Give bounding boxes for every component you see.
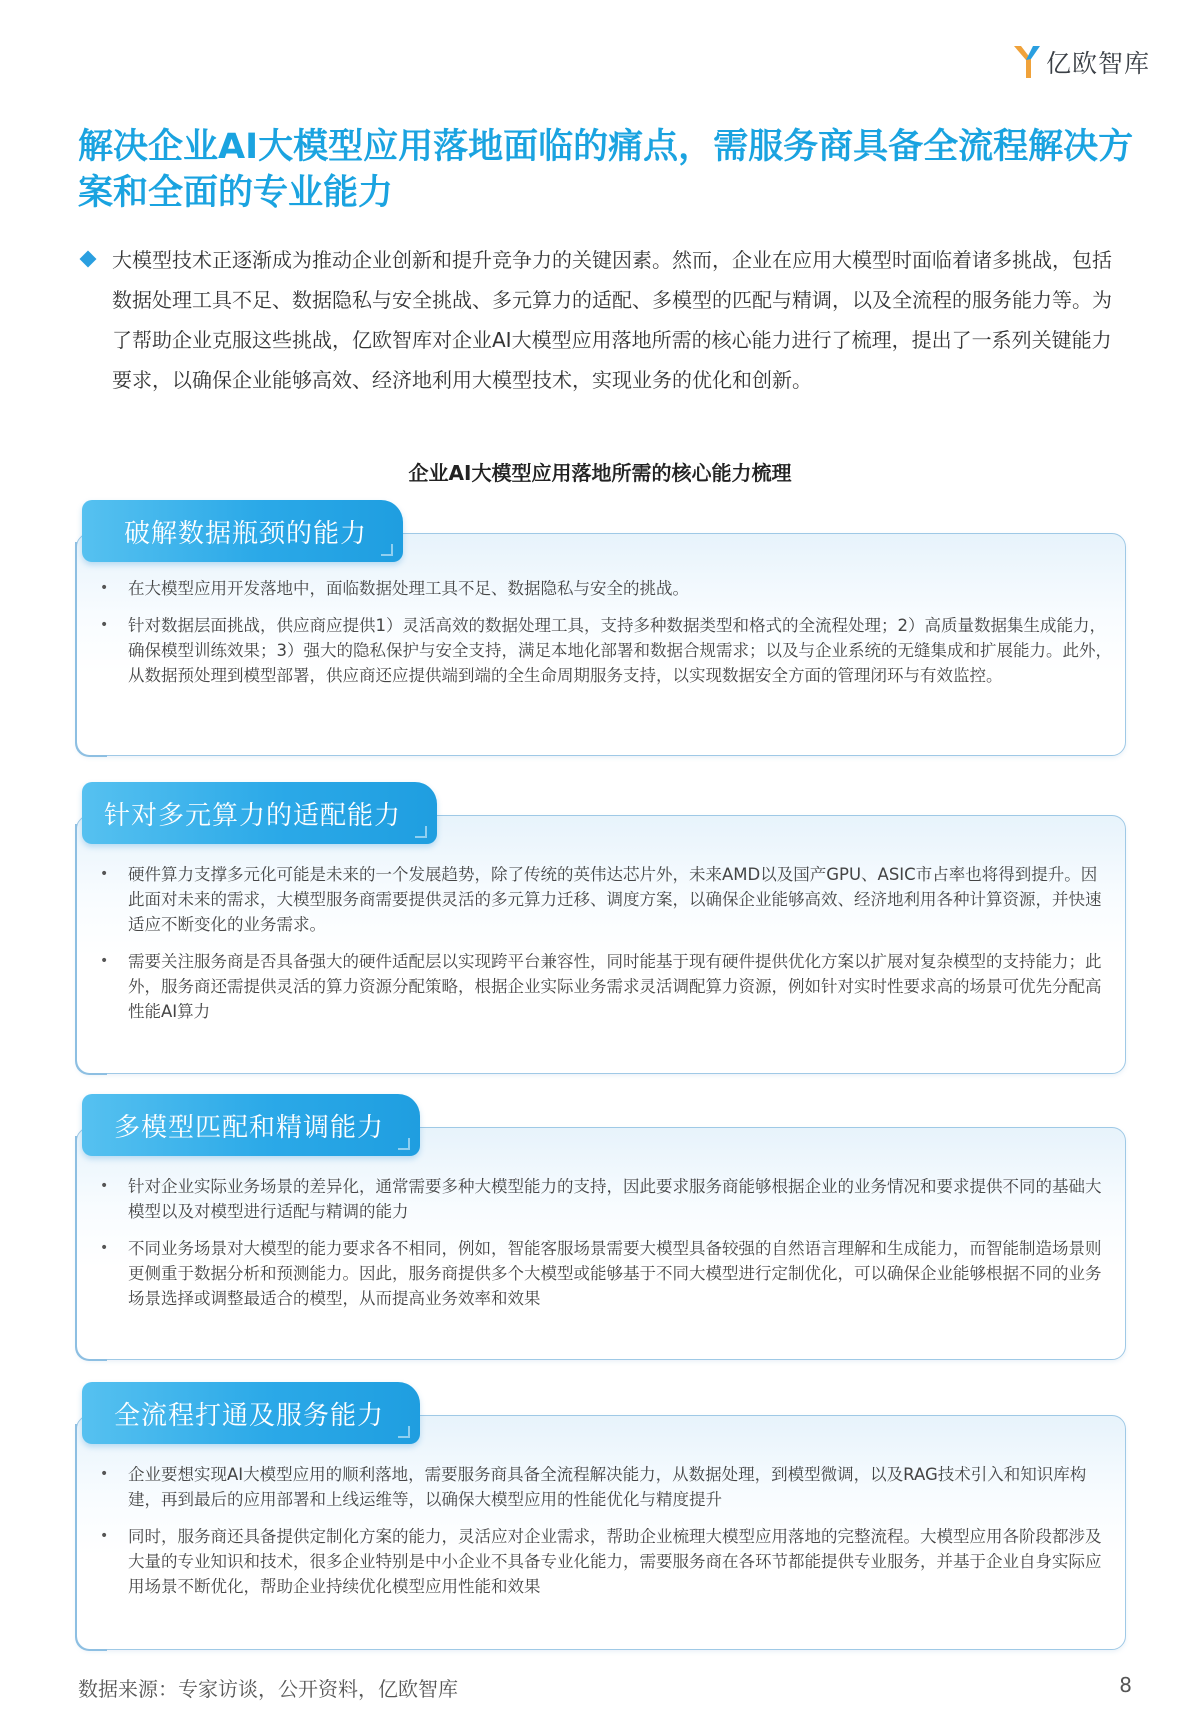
section-title: 针对多元算力的适配能力 [82, 782, 437, 844]
list-item: • 同时，服务商还具备提供定制化方案的能力，灵活应对企业需求，帮助企业梳理大模型应用落地的完整流程。大模型应用各阶段都涉及大量的专业知识和技术，很多企业特别是中小企业不具备专业化能力，需要服务商在各环节都能提供专业服务，并基于企业自身实际应用场景不断优化，帮助企业持续优化模型应用性能和效果 [92, 1524, 1112, 1599]
list-item: • 硬件算力支撑多元化可能是未来的一个发展趋势，除了传统的英伟达芯片外，未来AMD以及国产GPU、ASIC市占率也将得到提升。因此面对未来的需求，大模型服务商需要提供灵活的多元算力迁移、调度方案，以确保企业能够高效、经济地利用各种计算资源，并快速适应不断变化的业务需求。 [92, 862, 1112, 937]
section-data-bottleneck [76, 500, 1126, 756]
figure-subtitle: 企业AI大模型应用落地所需的核心能力梳理 [408, 461, 792, 485]
list-item: • 针对数据层面挑战，供应商应提供1）灵活高效的数据处理工具，支持多种数据类型和格式的全流程处理；2）高质量数据集生成能力，确保模型训练效果；3）强大的隐私保护与安全支持，满足本地化部署和数据合规需求；以及与企业系统的无缝集成和扩展能力。此外，从数据预处理到模型部署，供应商还应提供端到端的全生命周期服务支持，以实现数据安全方面的管理闭环与有效监控。 [92, 613, 1112, 688]
page-number: 8 [1119, 1673, 1132, 1697]
list-item: • 在大模型应用开发落地中，面临数据处理工具不足、数据隐私与安全的挑战。 [92, 576, 1112, 601]
intro-text: 大模型技术正逐渐成为推动企业创新和提升竞争力的关键因素。然而，企业在应用大模型时面临着诸多挑战，包括数据处理工具不足、数据隐私与安全挑战、多元算力的适配、多模型的匹配与精调，以及全流程的服务能力等。为了帮助企业克服这些挑战，亿欧智库对企业AI大模型应用落地所需的核心能力进行了梳理，提出了一系列关键能力要求，以确保企业能够高效、经济地利用大模型技术，实现业务的优化和创新。 [112, 248, 1112, 392]
brand-logo [1012, 44, 1150, 80]
data-source: 数据来源：专家访谈，公开资料，亿欧智库 [78, 1677, 458, 1701]
section-bullets [92, 1174, 1112, 1323]
list-item: • 需要关注服务商是否具备强大的硬件适配层以实现跨平台兼容性，同时能基于现有硬件提供优化方案以扩展对复杂模型的支持能力；此外，服务商还需提供灵活的算力资源分配策略，根据企业实际业务需求灵活调配算力资源，例如针对实时性要求高的场景可优先分配高性能AI算力 [92, 949, 1112, 1024]
section-bullets [92, 862, 1112, 1036]
section-multi-model [76, 1094, 1126, 1360]
list-item: • 企业要想实现AI大模型应用的顺利落地，需要服务商具备全流程解决能力，从数据处理，到模型微调，以及RAG技术引入和知识库构建，再到最后的应用部署和上线运维等，以确保大模型应用的性能优化与精度提升 [92, 1462, 1112, 1512]
list-item: • 针对企业实际业务场景的差异化，通常需要多种大模型能力的支持，因此要求服务商能够根据企业的业务情况和要求提供不同的基础大模型以及对模型进行适配与精调的能力 [92, 1174, 1112, 1224]
section-title: 全流程打通及服务能力 [82, 1382, 420, 1444]
page-title: 解决企业AI大模型应用落地面临的痛点，需服务商具备全流程解决方案和全面的专业能力 [78, 127, 1134, 213]
logo-mark-icon [1012, 44, 1042, 80]
section-title: 多模型匹配和精调能力 [82, 1094, 420, 1156]
section-compute-adaptation [76, 782, 1126, 1074]
intro-paragraph [78, 240, 1118, 400]
diamond-bullet-icon [80, 251, 97, 268]
section-bullets [92, 1462, 1112, 1611]
section-full-process [76, 1382, 1126, 1650]
section-bullets [92, 576, 1112, 700]
list-item: • 不同业务场景对大模型的能力要求各不相同，例如，智能客服场景需要大模型具备较强的自然语言理解和生成能力，而智能制造场景则更侧重于数据分析和预测能力。因此，服务商提供多个大模型或能够基于不同大模型进行定制优化，可以确保企业能够根据不同的业务场景选择或调整最适合的模型，从而提高业务效率和效果 [92, 1236, 1112, 1311]
logo-text: 亿欧智库 [1045, 49, 1150, 78]
section-title: 破解数据瓶颈的能力 [82, 500, 403, 562]
